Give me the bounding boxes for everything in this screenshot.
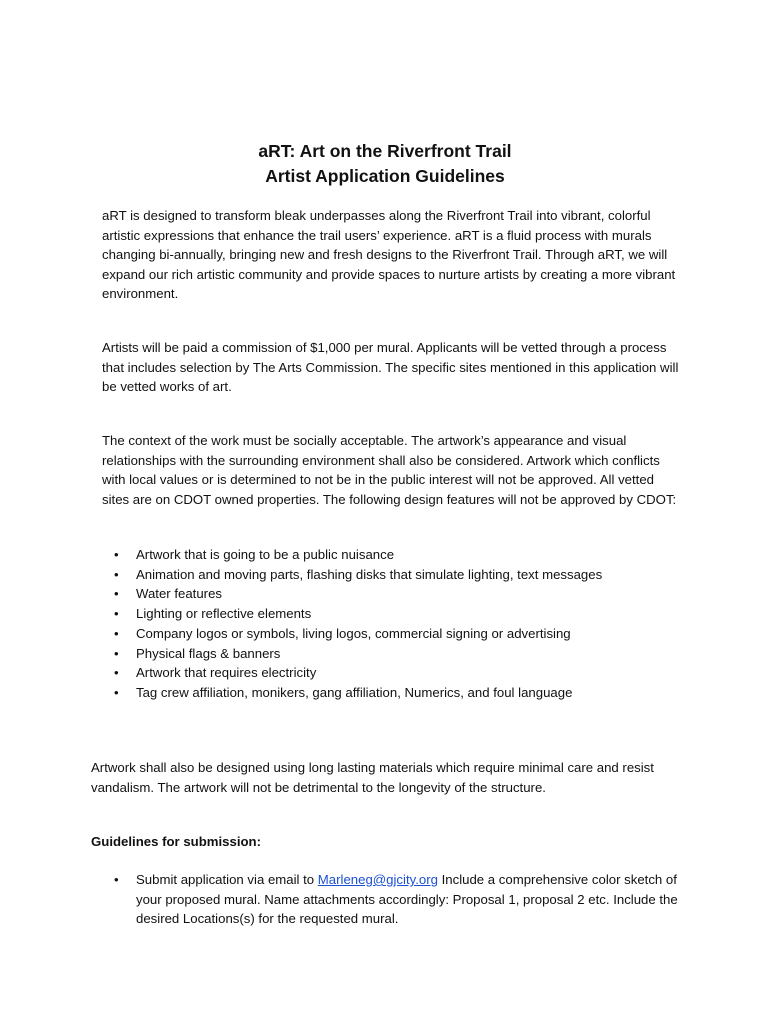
bullet-icon: • xyxy=(114,684,119,700)
submission-list xyxy=(112,870,682,929)
document-title: aRT: Art on the Riverfront Trail xyxy=(258,141,512,161)
bullet-icon: • xyxy=(114,547,119,562)
submission-heading: Guidelines for submission: xyxy=(91,834,261,849)
list-item: • Tag crew affiliation, monikers, gang affiliation, Numerics, and foul language xyxy=(112,683,602,703)
list-item: • Company logos or symbols, living logos, commercial signing or advertising xyxy=(112,624,602,644)
bullet-icon: • xyxy=(114,606,119,622)
restrictions-list xyxy=(112,545,602,703)
bullet-icon: • xyxy=(114,625,119,641)
bullet-icon: • xyxy=(114,645,119,661)
bullet-icon: • xyxy=(114,872,119,887)
list-item: • Lighting or reflective elements xyxy=(112,604,602,624)
list-item: • Physical flags & banners xyxy=(112,644,602,664)
intro-paragraph: aRT is designed to transform bleak underpasses along the Riverfront Trail into vibrant, colorful artistic expressions that enhance the trail users’ experience. aRT is a fluid process with murals changing bi-annually, bringing new and fresh designs to the Riverfront Trail. Through aRT, we will expand our rich artistic community and provide spaces to nurture artists by creating a more vibrant environment. xyxy=(102,208,676,301)
list-item: • Artwork that is going to be a public nuisance xyxy=(112,545,602,565)
submission-text-prefix: Submit application via email to xyxy=(136,872,318,887)
context-paragraph: The context of the work must be socially acceptable. The artwork’s appearance and visual relationships with the surrounding environment shall also be considered. Artwork which conflicts with local values or is determined to not be in the public interest will not be approved. All vetted sites are on CDOT owned properties. The following design features will not be approved by CDOT: xyxy=(102,433,677,507)
bullet-icon: • xyxy=(114,586,119,602)
bullet-icon: • xyxy=(114,665,119,681)
commission-paragraph: Artists will be paid a commission of $1,000 per mural. Applicants will be vetted through a process that includes selection by The Arts Commission. The specific sites mentioned in this application will be vetted works of art. xyxy=(102,340,679,394)
list-item: • Animation and moving parts, flashing disks that simulate lighting, text messages xyxy=(112,565,602,585)
bullet-icon: • xyxy=(114,566,119,582)
list-item: • Artwork that requires electricity xyxy=(112,663,602,683)
submission-text-suffix: Include a comprehensive color sketch of your proposed mural. Name attachments accordingly: Proposal 1, proposal 2 etc. Include the desired Locations(s) for the requested mural. xyxy=(136,872,678,927)
list-item xyxy=(112,870,682,929)
materials-paragraph: Artwork shall also be designed using long lasting materials which require minimal care and resist vandalism. The artwork will not be detrimental to the longevity of the structure. xyxy=(91,760,654,795)
list-item: • Water features xyxy=(112,584,602,604)
document-subtitle: Artist Application Guidelines xyxy=(265,166,505,186)
email-link[interactable]: Marleneg@gjcity.org xyxy=(317,872,438,887)
